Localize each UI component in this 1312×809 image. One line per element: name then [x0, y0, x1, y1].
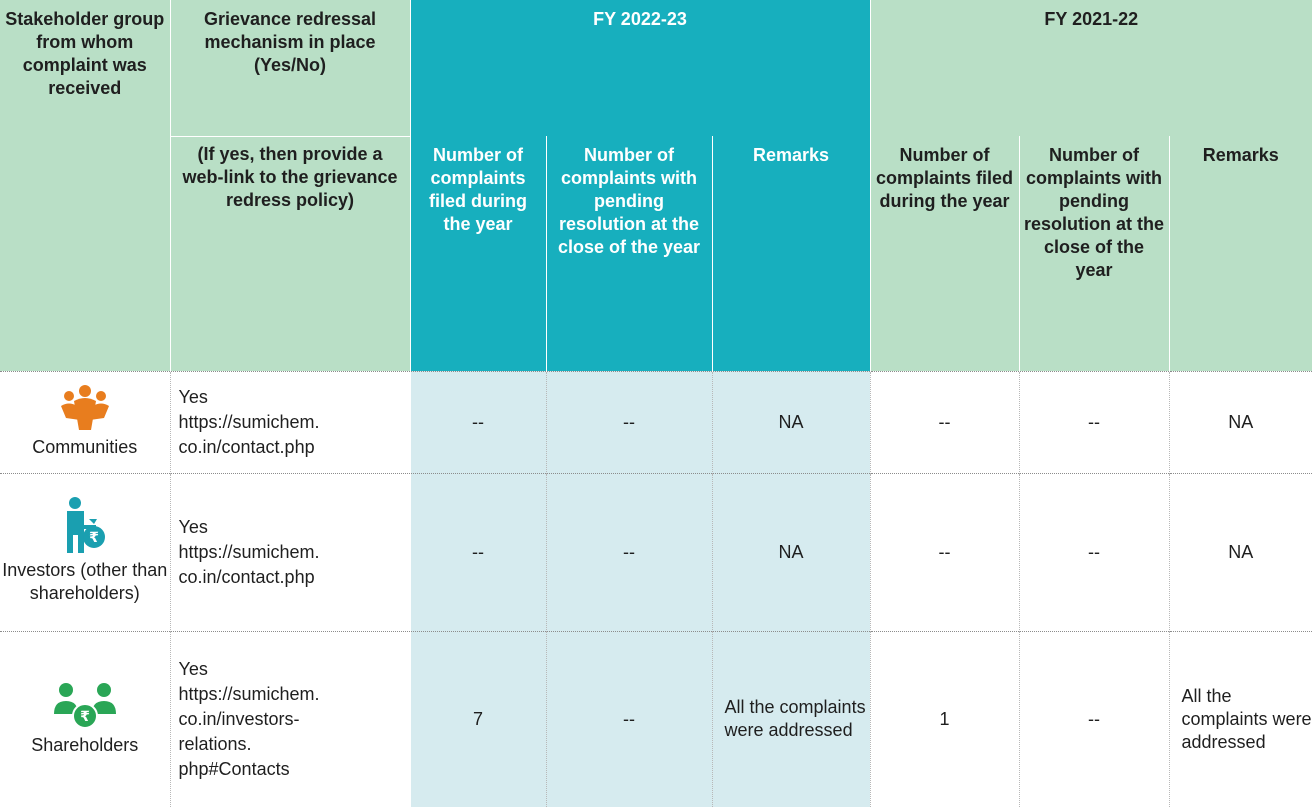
mechanism-yes: Yes	[178, 516, 208, 537]
fy23-pending-cell: --	[546, 371, 712, 473]
header-fy22-remarks: Remarks	[1169, 136, 1312, 371]
mechanism-yes: Yes	[178, 658, 208, 679]
table-row	[0, 473, 1312, 631]
mechanism-cell	[170, 473, 410, 631]
stakeholder-label: Communities	[32, 436, 138, 457]
fy22-pending-cell: --	[1019, 631, 1169, 807]
header-stakeholder-group: Stakeholder group from whom complaint was received	[0, 0, 170, 371]
fy23-filed-cell: 7	[410, 631, 546, 807]
fy22-filed-cell: 1	[870, 631, 1019, 807]
header-fy23-remarks: Remarks	[712, 136, 870, 371]
stakeholder-label: Investors (other than shareholders)	[2, 560, 168, 603]
shareholders-icon	[52, 680, 118, 730]
stakeholder-label: Shareholders	[31, 734, 139, 755]
fy22-remarks-cell: All the complaints were addressed	[1169, 631, 1312, 807]
header-fy-2021-22: FY 2021-22	[870, 0, 1312, 136]
fy23-remarks-cell: NA	[712, 371, 870, 473]
fy23-pending-cell: --	[546, 473, 712, 631]
fy22-filed-cell: --	[870, 473, 1019, 631]
mechanism-yes: Yes	[178, 386, 208, 407]
stakeholder-cell	[0, 473, 170, 631]
header-fy23-pending: Number of complaints with pending resolution at the close of the year	[546, 136, 712, 371]
table-row	[0, 631, 1312, 807]
fy23-pending-cell: --	[546, 631, 712, 807]
investor-icon	[62, 497, 108, 555]
mechanism-link[interactable]: https://sumichem. co.in/contact.php	[178, 411, 320, 457]
mechanism-link[interactable]: https://sumichem. co.in/contact.php	[178, 541, 320, 587]
fy22-filed-cell: --	[870, 371, 1019, 473]
fy23-filed-cell: --	[410, 473, 546, 631]
header-mechanism: Grievance redressal mechanism in place (Yes/No)	[170, 0, 410, 136]
header-mechanism-note: (If yes, then provide a web-link to the grievance redress policy)	[170, 136, 410, 371]
communities-icon	[58, 384, 112, 432]
fy23-filed-cell: --	[410, 371, 546, 473]
fy22-pending-cell: --	[1019, 371, 1169, 473]
fy23-remarks-cell: NA	[712, 473, 870, 631]
mechanism-link[interactable]: https://sumichem. co.in/investors- relations. php#Contacts	[178, 683, 320, 779]
fy22-pending-cell: --	[1019, 473, 1169, 631]
fy22-remarks-cell: NA	[1169, 371, 1312, 473]
stakeholder-cell	[0, 631, 170, 807]
header-fy22-filed: Number of complaints filed during the year	[870, 136, 1019, 371]
header-fy23-filed: Number of complaints filed during the year	[410, 136, 546, 371]
header-fy-2022-23: FY 2022-23	[410, 0, 870, 136]
fy22-remarks-cell: NA	[1169, 473, 1312, 631]
svg-text:₹: ₹	[88, 530, 99, 546]
mechanism-cell	[170, 371, 410, 473]
svg-text:₹: ₹	[79, 708, 90, 725]
stakeholder-cell	[0, 371, 170, 473]
fy23-remarks-cell: All the complaints were addressed	[712, 631, 870, 807]
header-fy22-pending: Number of complaints with pending resolution at the close of the year	[1019, 136, 1169, 371]
mechanism-cell	[170, 631, 410, 807]
table-row	[0, 371, 1312, 473]
